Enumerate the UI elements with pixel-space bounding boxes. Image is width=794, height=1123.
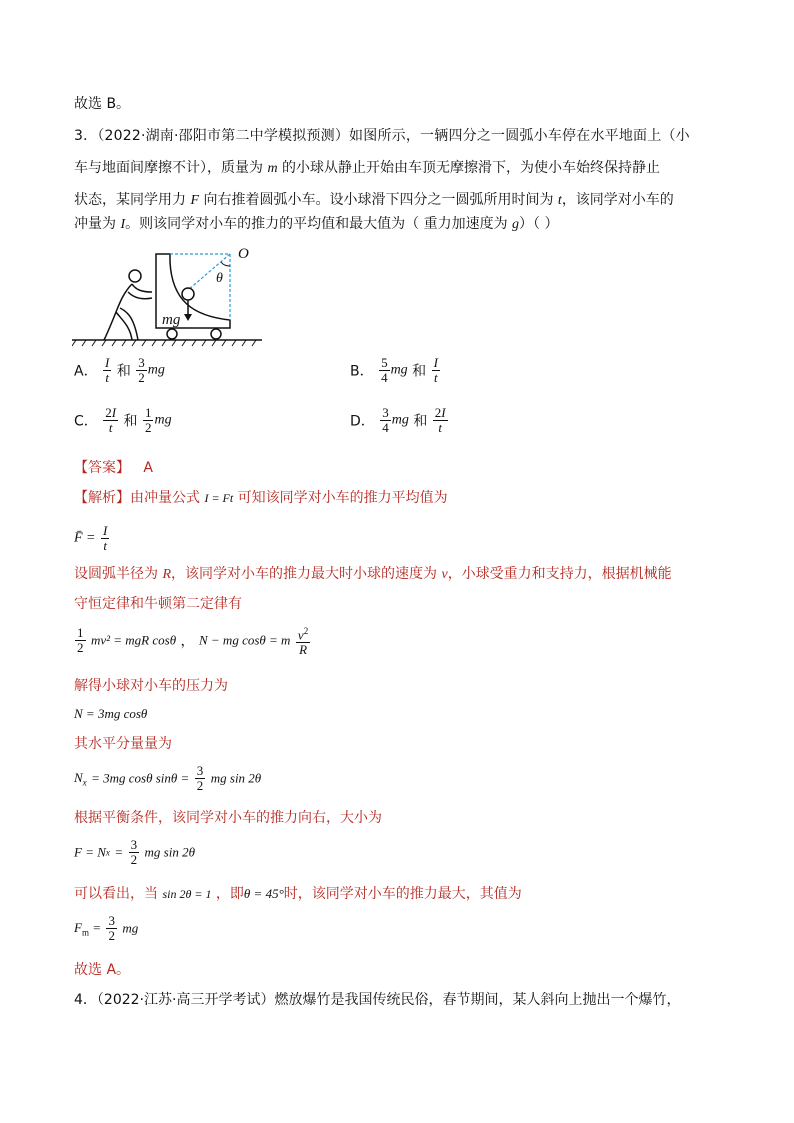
- analysis-line-4: 解得小球对小车的压力为: [74, 678, 228, 694]
- option-a[interactable]: A． $\frac{I}{t}$ 和 $\frac{3}{2}$ mg: [74, 355, 165, 385]
- eq-energy-newton: $\frac{1}{2}$ mv² = mgR cosθ ， N − mg cosθ = m $\frac{v^2}{R}$: [77, 625, 309, 658]
- eq-normal-force: N = 3mg cosθ: [74, 706, 148, 721]
- option-d[interactable]: D． $\frac{3}{4}$ mg 和 $\frac{2I}{t}$: [350, 405, 446, 435]
- q3-line-4: 冲量为 I。则该同学对小车的推力的平均值和最大值为（ 重力加速度为 g）（ ）: [74, 216, 559, 232]
- q2-conclusion: 故选 B。: [74, 96, 131, 112]
- eq-horizontal-component: $N_x = 3mg$ cosθ sinθ = $\frac{3}{2}$ mg sin 2θ: [74, 763, 262, 793]
- label-O: O: [238, 246, 249, 262]
- analysis-line-7: 可以看出，当 sin 2θ = 1 ，即θ = 45°时，该同学对小车的推力最大，其值为: [74, 886, 522, 902]
- analysis-line-3: 守恒定律和牛顿第二定律有: [74, 596, 242, 612]
- eq-push-force: F = Nx = $\frac{3}{2}$ mg sin 2θ: [74, 837, 195, 867]
- analysis-line-6: 根据平衡条件，该同学对小车的推力向右，大小为: [74, 810, 382, 826]
- q4-line-1: 4．（2022·江苏·高三开学考试）燃放爆竹是我国传统民俗，春节期间，某人斜向上抛出一个爆竹，: [74, 992, 681, 1008]
- cart-diagram: [72, 240, 272, 350]
- analysis-line-2: 设圆弧半径为 R，该同学对小车的推力最大时小球的速度为 v，小球受重力和支持力，根据机械能: [74, 566, 672, 582]
- analysis-line-5: 其水平分量量为: [74, 736, 172, 752]
- answer-line: 【答案】 A: [74, 460, 153, 476]
- analysis-conclusion: 故选 A。: [74, 962, 131, 978]
- option-b[interactable]: B． $\frac{5}{4}$ mg 和 $\frac{I}{t}$: [350, 355, 438, 385]
- label-theta: θ: [216, 271, 223, 286]
- q3-line-3: 状态，某同学用力 F 向右推着圆弧小车。设小球滑下四分之一圆弧所用时间为 t，该同学对小车的: [74, 192, 674, 208]
- q3-line-1: 3．（2022·湖南·邵阳市第二中学模拟预测）如图所示，一辆四分之一圆弧小车停在水平地面上（小: [74, 128, 690, 144]
- q3-line-2: 车与地面间摩擦不计），质量为 m 的小球从静止开始由车顶无摩擦滑下，为使小车始终保持静止: [74, 160, 661, 176]
- analysis-line-1: 【解析】由冲量公式 I = Ft 可知该同学对小车的推力平均值为: [74, 490, 448, 506]
- label-mg: mg: [162, 312, 181, 328]
- option-c[interactable]: C． $\frac{2I}{t}$ 和 $\frac{1}{2}$ mg: [74, 405, 172, 435]
- eq-average-force: F̄ = $\frac{I}{t}$: [74, 523, 108, 553]
- eq-max-force: $F_m$ = $\frac{3}{2}$ mg: [74, 913, 139, 943]
